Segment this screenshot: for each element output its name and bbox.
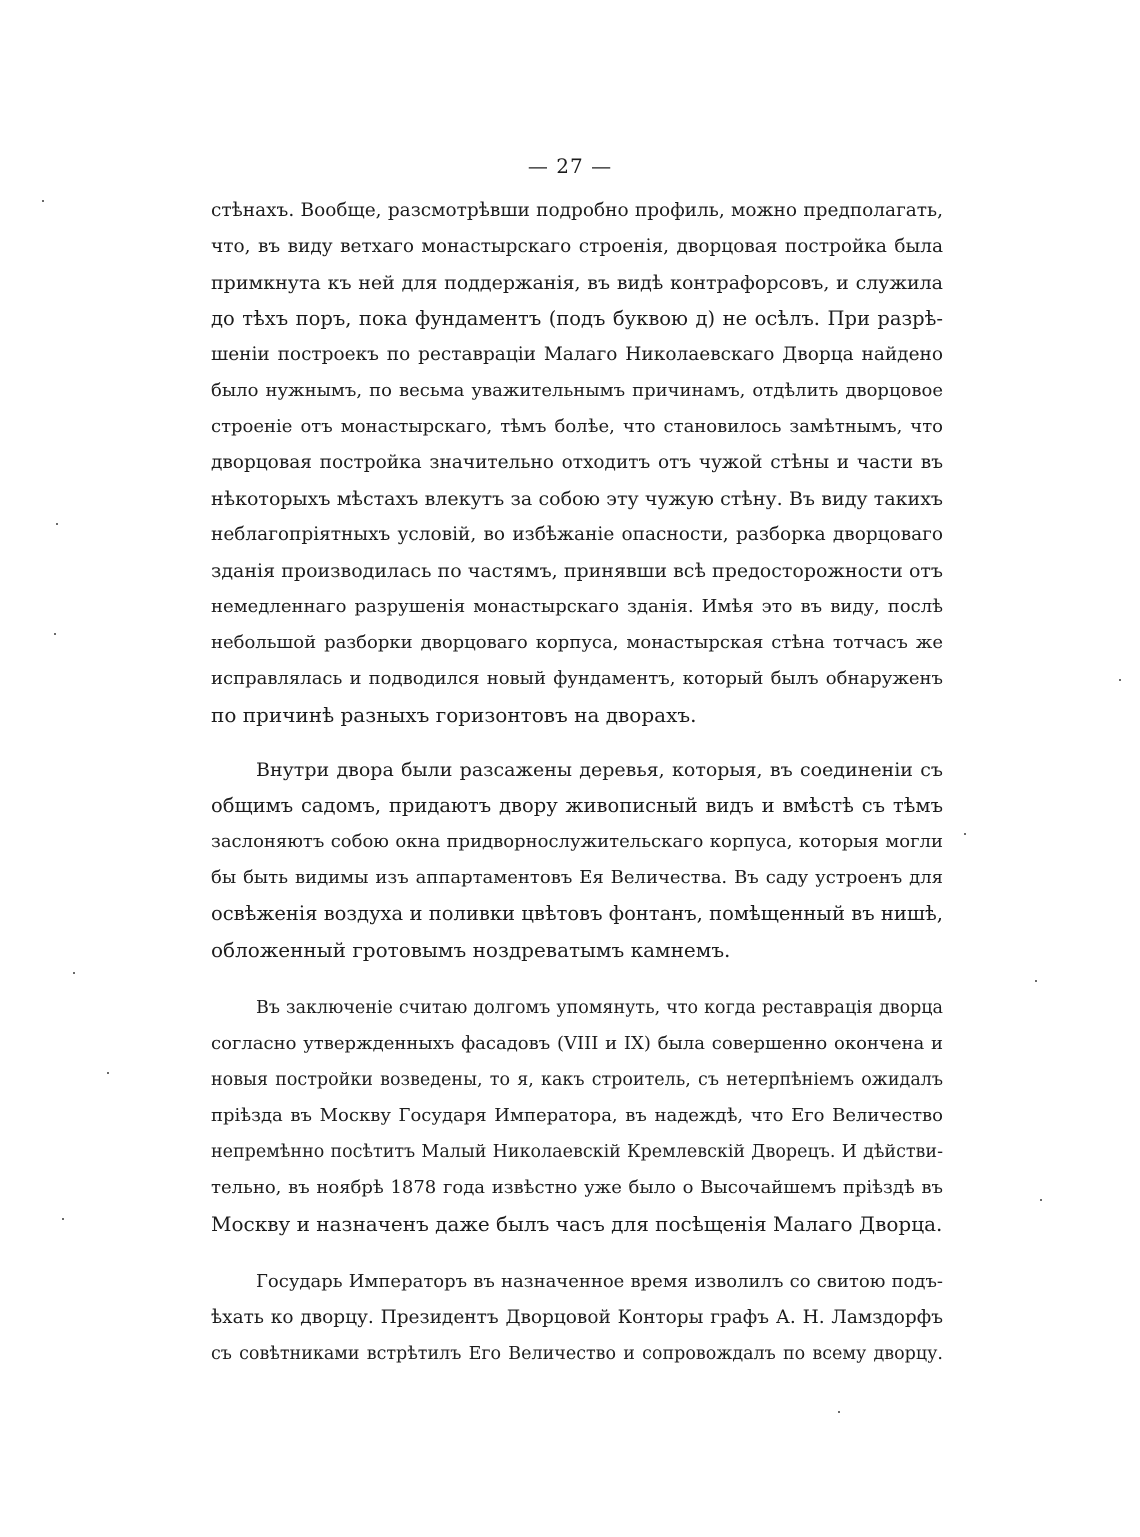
- text-line: новыя постройки возведены, то я, какъ строитель, съ нетерпѣніемъ ожидалъ: [211, 1070, 943, 1090]
- text-line: нѣкоторыхъ мѣстахъ влекутъ за собою эту чужую стѣну. Въ виду такихъ: [211, 488, 943, 510]
- text-line: обложенный гротовымъ ноздреватымъ камнемъ.: [211, 938, 731, 962]
- text-line: Въ заключеніе считаю долгомъ упомянуть, что когда реставрація дворца: [256, 998, 943, 1018]
- page-number: — 27 —: [527, 154, 613, 178]
- text-line: дворцовая постройка значительно отходитъ отъ чужой стѣны и части въ: [211, 452, 943, 473]
- scan-speck: [62, 1218, 64, 1220]
- text-line: примкнута къ ней для поддержанія, въ видѣ контрафорсовъ, и служила: [211, 272, 943, 294]
- text-line: зданія производилась по частямъ, принявши всѣ предосторожности отъ: [211, 560, 943, 582]
- text-line: небольшой разборки дворцоваго корпуса, монастырская стѣна тотчасъ же: [211, 632, 943, 653]
- text-line: Москву и назначенъ даже былъ часъ для посѣщенія Малаго Дворца.: [211, 1212, 943, 1236]
- text-line: пріѣзда въ Москву Государя Императора, въ надеждѣ, что Его Величество: [211, 1105, 943, 1126]
- text-line: строеніе отъ монастырскаго, тѣмъ болѣе, что становилось замѣтнымъ, что: [211, 416, 943, 437]
- scan-speck: [964, 833, 966, 835]
- text-line: немедленнаго разрушенія монастырскаго зданія. Имѣя это въ виду, послѣ: [211, 596, 943, 617]
- paragraph-4: [211, 1264, 943, 1372]
- text-line: исправлялась и подводился новый фундаментъ, который былъ обнаруженъ: [211, 668, 943, 689]
- paragraph-2: [211, 752, 943, 968]
- text-line: что, въ виду ветхаго монастырскаго строенія, дворцовая постройка была: [211, 236, 943, 257]
- paragraph-1: [211, 193, 943, 733]
- text-line: общимъ садомъ, придаютъ двору живописный видъ и вмѣстѣ съ тѣмъ: [211, 794, 943, 817]
- scan-speck: [42, 200, 44, 202]
- text-line: стѣнахъ. Вообще, разсмотрѣвши подробно профиль, можно предполагать,: [211, 200, 943, 221]
- text-line: было нужнымъ, по весьма уважительнымъ причинамъ, отдѣлить дворцовое: [211, 380, 943, 401]
- scan-speck: [107, 1072, 109, 1074]
- paragraph-3: [211, 990, 943, 1242]
- scan-speck: [1040, 1199, 1042, 1201]
- text-line: Государь Императоръ въ назначенное время изволилъ со свитою подъ-: [256, 1271, 943, 1292]
- scan-speck: [73, 972, 75, 974]
- text-line: шеніи построекъ по реставраціи Малаго Николаевскаго Дворца найдено: [211, 344, 943, 365]
- scan-speck: [54, 633, 56, 635]
- text-line: непремѣнно посѣтитъ Малый Николаевскій Кремлевскій Дворецъ. И дѣйстви-: [211, 1142, 943, 1162]
- text-line: тельно, въ ноябрѣ 1878 года извѣстно уже было о Высочайшемъ пріѣздѣ въ: [211, 1177, 943, 1198]
- text-line: освѣженія воздуха и поливки цвѣтовъ фонтанъ, помѣщенный въ нишѣ,: [211, 902, 943, 925]
- text-line: неблагопріятныхъ условій, во избѣжаніе опасности, разборка дворцоваго: [211, 524, 943, 545]
- text-line: съ совѣтниками встрѣтилъ Его Величество и сопровождалъ по всему дворцу.: [211, 1344, 943, 1364]
- text-line: бы быть видимы изъ аппартаментовъ Ея Величества. Въ саду устроенъ для: [211, 867, 943, 888]
- text-line: согласно утвержденныхъ фасадовъ (VIII и IX) была совершенно окончена и: [211, 1033, 943, 1054]
- scan-speck: [838, 1411, 840, 1413]
- text-line: Внутри двора были разсажены деревья, которыя, въ соединеніи съ: [256, 759, 943, 781]
- scan-speck: [1119, 679, 1121, 681]
- scan-speck: [1035, 980, 1037, 982]
- text-line: ѣхать ко дворцу. Президентъ Дворцовой Конторы графъ А. Н. Ламздорфъ: [211, 1307, 943, 1328]
- text-line: до тѣхъ поръ, пока фундаментъ (подъ буквою д) не осѣлъ. При разрѣ-: [211, 307, 943, 330]
- text-line: заслоняютъ собою окна придворнослужительскаго корпуса, которыя могли: [211, 831, 943, 852]
- scan-speck: [56, 523, 58, 525]
- text-line: по причинѣ разныхъ горизонтовъ на дворахъ.: [211, 703, 697, 727]
- text-column: [211, 193, 943, 1372]
